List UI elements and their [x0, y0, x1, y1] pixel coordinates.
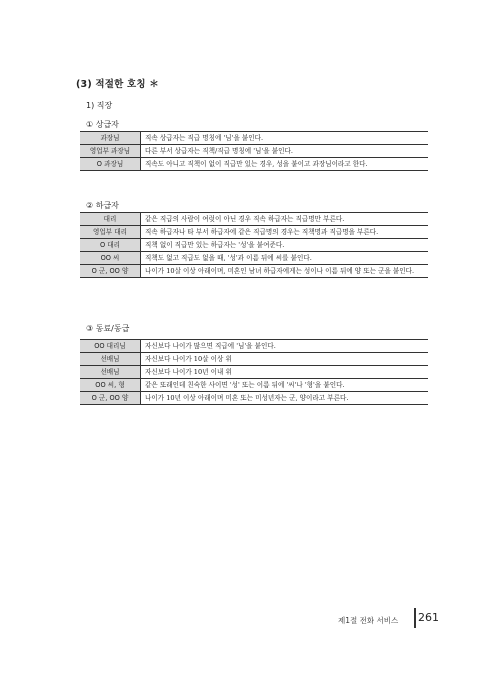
desc-cell: 직속도 아니고 직책이 없이 직급만 있는 경우, 성을 붙이고 과장님이라고 한다.	[141, 158, 429, 171]
desc-cell: 같은 또래인데 친숙한 사이면 '성' 또는 이름 뒤에 '씨'나 '형'을 붙인다.	[141, 379, 429, 392]
section-title: (3) 적절한 호칭 ＊	[76, 79, 160, 90]
desc-cell: 나이가 10년 이상 아래이며 미혼 또는 미성년자는 군, 양이라고 부른다.	[141, 392, 429, 405]
desc-cell: 자신보다 나이가 10살 이상 위	[141, 353, 429, 366]
term-cell: 대리	[80, 213, 141, 226]
term-cell: OO 씨	[80, 252, 141, 265]
table-row	[80, 239, 428, 252]
page-number: 261	[418, 611, 439, 624]
desc-cell: 같은 직급의 사람이 여럿이 아닌 경우 직속 하급자는 직급명만 부른다.	[141, 213, 429, 226]
table-row	[80, 353, 428, 366]
subsection-title: 1) 직장	[86, 101, 113, 110]
desc-cell: 직속 하급자나 타 부서 하급자에 같은 직급명의 경우는 직책명과 직급명을 부른다.	[141, 226, 429, 239]
term-cell: O 과장님	[80, 158, 141, 171]
table-row	[80, 158, 428, 171]
term-cell: 과장님	[80, 132, 141, 145]
term-cell: OO 대리님	[80, 340, 141, 353]
group-title-subordinates: ② 하급자	[86, 201, 119, 210]
term-cell: 영업부 대리	[80, 226, 141, 239]
term-cell: 영업부 과장님	[80, 145, 141, 158]
group-title-superiors: ① 상급자	[86, 120, 119, 129]
desc-cell: 직책도 없고 직급도 없을 때, '성'과 이름 뒤에 씨를 붙인다.	[141, 252, 429, 265]
table-row	[80, 213, 428, 226]
table-row	[80, 265, 428, 278]
group-title-peers: ③ 동료/동급	[86, 324, 130, 333]
footer-divider	[414, 608, 416, 628]
desc-cell: 자신보다 나이가 많으면 직급에 '님'을 붙인다.	[141, 340, 429, 353]
table-row	[80, 252, 428, 265]
table-superiors	[80, 131, 428, 171]
term-cell: O 대리	[80, 239, 141, 252]
term-cell: O 군, OO 양	[80, 265, 141, 278]
desc-cell: 나이가 10살 이상 아래이며, 미혼인 남녀 하급자에게는 성이나 이름 뒤에 양 또는 군을 붙인다.	[141, 265, 429, 278]
term-cell: 선배님	[80, 353, 141, 366]
term-cell: O 군, OO 양	[80, 392, 141, 405]
table-row	[80, 366, 428, 379]
term-cell: OO 씨, 형	[80, 379, 141, 392]
table-subordinates	[80, 212, 428, 278]
table-row	[80, 132, 428, 145]
table-row	[80, 392, 428, 405]
table-row	[80, 340, 428, 353]
table-row	[80, 379, 428, 392]
table-row	[80, 226, 428, 239]
table-peers	[80, 339, 428, 405]
desc-cell: 직속 상급자는 직급 명칭에 '님'을 붙인다.	[141, 132, 429, 145]
desc-cell: 자신보다 나이가 10년 이내 위	[141, 366, 429, 379]
desc-cell: 다른 부서 상급자는 직책/직급 명칭에 '님'을 붙인다.	[141, 145, 429, 158]
footer-chapter: 제1절 전화 서비스	[338, 616, 399, 625]
desc-cell: 직책 없이 직급만 있는 하급자는 '성'을 붙여준다.	[141, 239, 429, 252]
table-row	[80, 145, 428, 158]
term-cell: 선배님	[80, 366, 141, 379]
